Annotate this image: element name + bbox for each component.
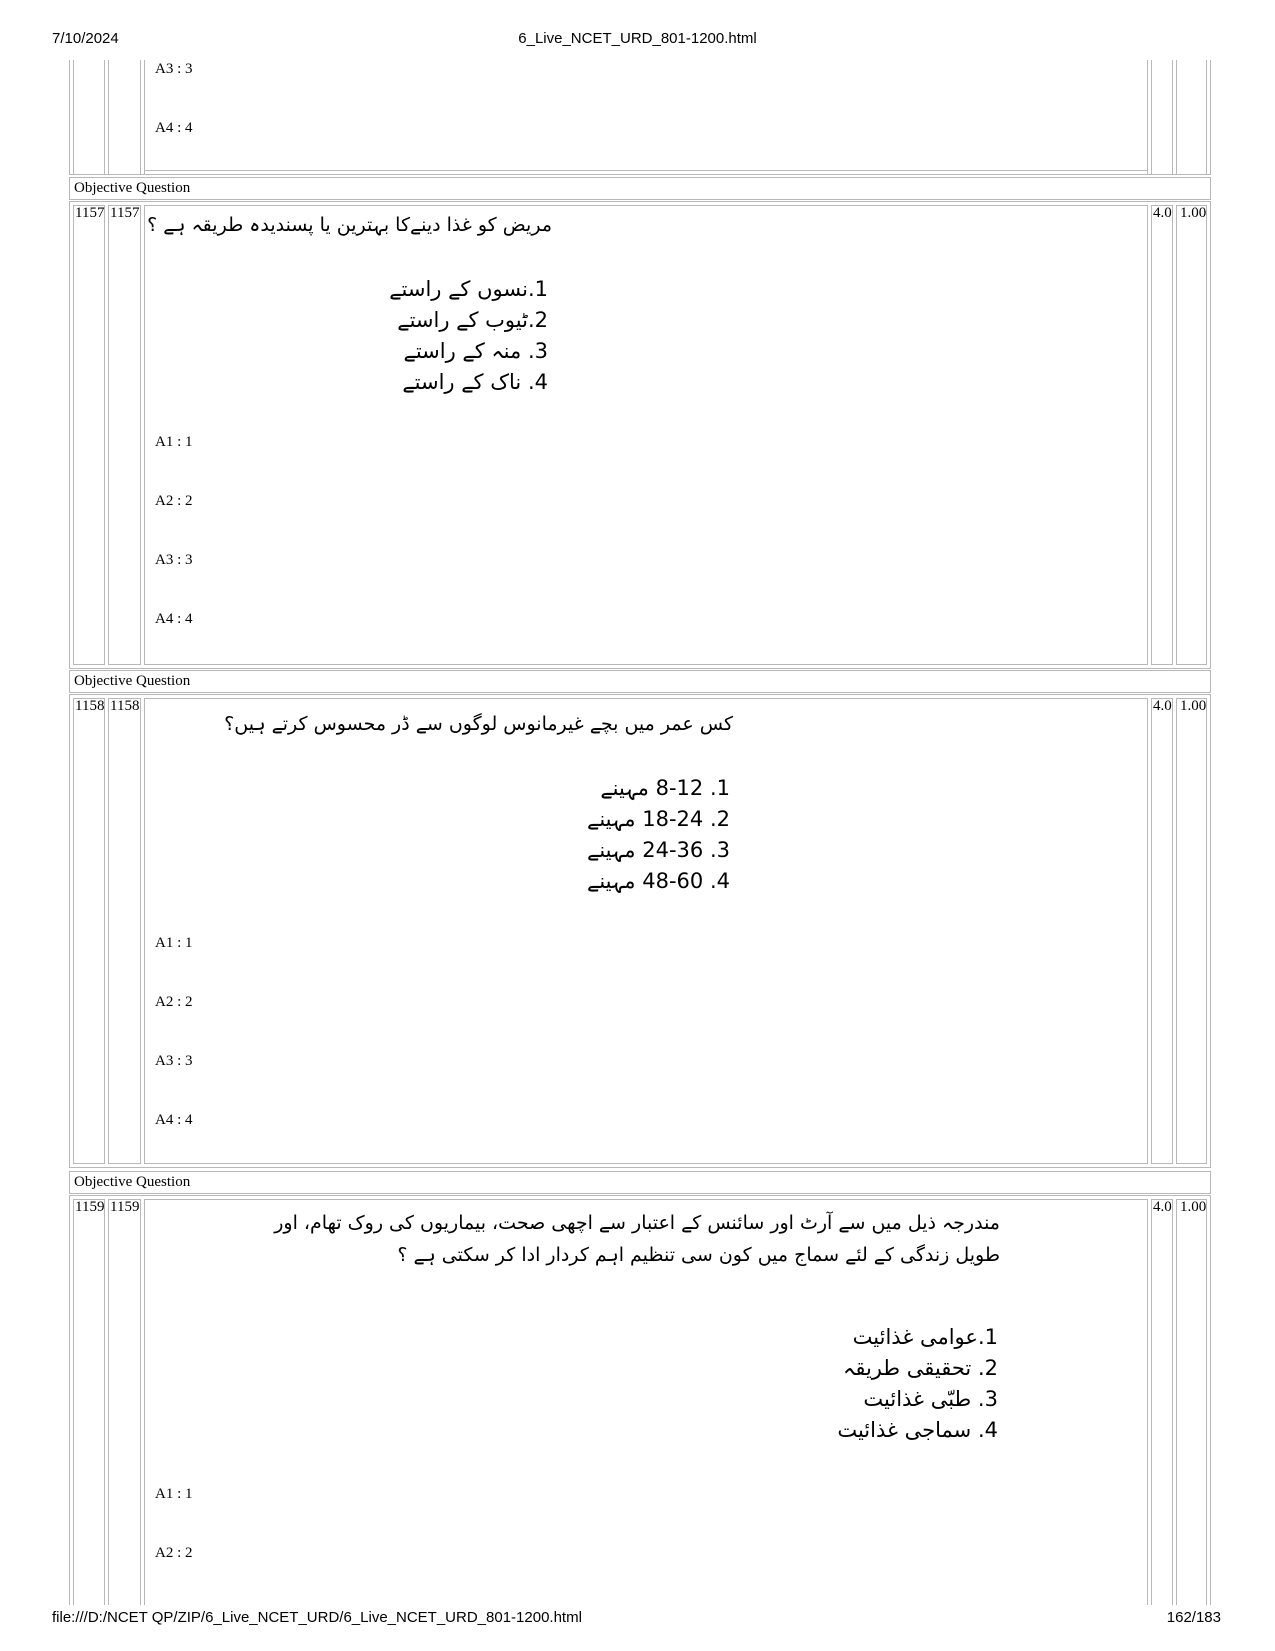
question-type-label: Objective Question — [74, 180, 191, 196]
table-border — [1206, 60, 1207, 174]
table-border — [104, 1199, 105, 1605]
table-border — [1172, 60, 1173, 174]
option-item: 3. منہ کے راستے — [403, 339, 548, 363]
question-type-row — [69, 670, 1211, 693]
question-type-row — [69, 177, 1211, 200]
answer-label: A3 : 3 — [155, 552, 193, 568]
table-border — [140, 1199, 141, 1605]
question-cell — [144, 698, 1148, 1164]
marks-cell — [1151, 205, 1173, 665]
document-title: 6_Live_NCET_URD_801-1200.html — [518, 30, 757, 47]
negative-marks-cell — [1176, 698, 1207, 1164]
option-item: 4. 48-60 مہینے — [587, 869, 730, 893]
question-stem: مریض کو غذا دینےکا بہترین یا پسندیدہ طریقہ ہے ؟ — [147, 214, 552, 236]
table-border — [1147, 60, 1148, 174]
question-cell — [144, 205, 1148, 665]
table-border — [104, 60, 105, 174]
question-marks: 4.0 — [1153, 1199, 1172, 1215]
answer-label: A1 : 1 — [155, 935, 193, 951]
marks-cell — [1151, 698, 1173, 1164]
question-type-label: Objective Question — [74, 1174, 191, 1190]
table-border — [1151, 1199, 1152, 1605]
answer-label: A1 : 1 — [155, 434, 193, 450]
negative-marks: 1.00 — [1180, 698, 1207, 714]
table-border — [144, 60, 145, 174]
serial-cell — [73, 205, 105, 665]
question-serial: 1159 — [75, 1199, 105, 1215]
answer-label: A4 : 4 — [155, 1112, 193, 1128]
page-number: 162/183 — [1166, 1609, 1221, 1626]
table-border — [69, 1195, 70, 1605]
option-item: 3. طبّی غذائیت — [863, 1387, 998, 1411]
print-date: 7/10/2024 — [52, 30, 119, 47]
option-item: 1.نسوں کے راستے — [389, 277, 548, 301]
question-serial: 1157 — [75, 205, 105, 221]
question-stem: کس عمر میں بچے غیرمانوس لوگوں سے ڈر محسوس کرتے ہیں؟ — [224, 713, 733, 735]
table-border — [1210, 60, 1211, 174]
table-border — [144, 170, 1148, 171]
table-border — [73, 1199, 74, 1605]
question-type-label: Objective Question — [74, 673, 191, 689]
negative-marks-cell — [1176, 205, 1207, 665]
table-border — [1206, 1199, 1207, 1605]
file-path: file:///D:/NCET QP/ZIP/6_Live_NCET_URD/6_Live_NCET_URD_801-1200.html — [52, 1609, 582, 1626]
table-border — [1210, 1195, 1211, 1605]
table-border — [144, 1199, 145, 1605]
question-serial: 1158 — [75, 698, 105, 714]
table-border — [1151, 60, 1152, 174]
serial-cell — [73, 698, 105, 1164]
table-border — [69, 60, 70, 174]
question-marks: 4.0 — [1153, 698, 1172, 714]
answer-label: A1 : 1 — [155, 1486, 193, 1502]
option-item: 3. 24-36 مہینے — [587, 838, 730, 862]
table-border — [144, 1199, 1148, 1200]
answer-label: A4 : 4 — [155, 611, 193, 627]
table-border — [1176, 1199, 1177, 1605]
option-item: 4. ناک کے راستے — [402, 370, 548, 394]
answer-label: A2 : 2 — [155, 1545, 193, 1561]
table-border — [69, 1195, 1211, 1196]
option-item: 4. سماجی غذائیت — [837, 1418, 998, 1442]
answer-label: A4 : 4 — [155, 120, 193, 136]
option-item: 2. 18-24 مہینے — [587, 807, 730, 831]
option-item: 1. 8-12 مہینے — [600, 776, 730, 800]
option-item: 1.عوامی غذائیت — [852, 1325, 998, 1349]
table-border — [140, 60, 141, 174]
option-item: 2. تحقیقی طریقہ — [843, 1356, 998, 1380]
table-border — [108, 1199, 109, 1605]
negative-marks: 1.00 — [1180, 205, 1207, 221]
table-border — [69, 174, 1211, 175]
negative-marks: 1.00 — [1180, 1199, 1207, 1215]
qid-cell — [108, 698, 141, 1164]
table-border — [1172, 1199, 1173, 1605]
answer-label: A3 : 3 — [155, 1053, 193, 1069]
question-id: 1158 — [110, 698, 140, 714]
answer-label: A2 : 2 — [155, 493, 193, 509]
question-id: 1157 — [110, 205, 140, 221]
answer-label: A3 : 3 — [155, 61, 193, 77]
question-marks: 4.0 — [1153, 205, 1172, 221]
qid-cell — [108, 205, 141, 665]
table-border — [108, 60, 109, 174]
question-stem-line: طویل زندگی کے لئے سماج میں کون سی تنظیم اہم کردار ادا کر سکتی ہے ؟ — [397, 1244, 1000, 1266]
table-border — [73, 60, 74, 174]
question-type-row — [69, 1171, 1211, 1194]
question-id: 1159 — [110, 1199, 140, 1215]
question-stem-line: مندرجہ ذیل میں سے آرٹ اور سائنس کے اعتبار سے اچھی صحت، بیماریوں کی روک تھام، اور — [274, 1212, 1000, 1234]
table-border — [1147, 1199, 1148, 1605]
table-border — [1176, 60, 1177, 174]
option-item: 2.ٹیوب کے راستے — [397, 308, 548, 332]
answer-label: A2 : 2 — [155, 994, 193, 1010]
